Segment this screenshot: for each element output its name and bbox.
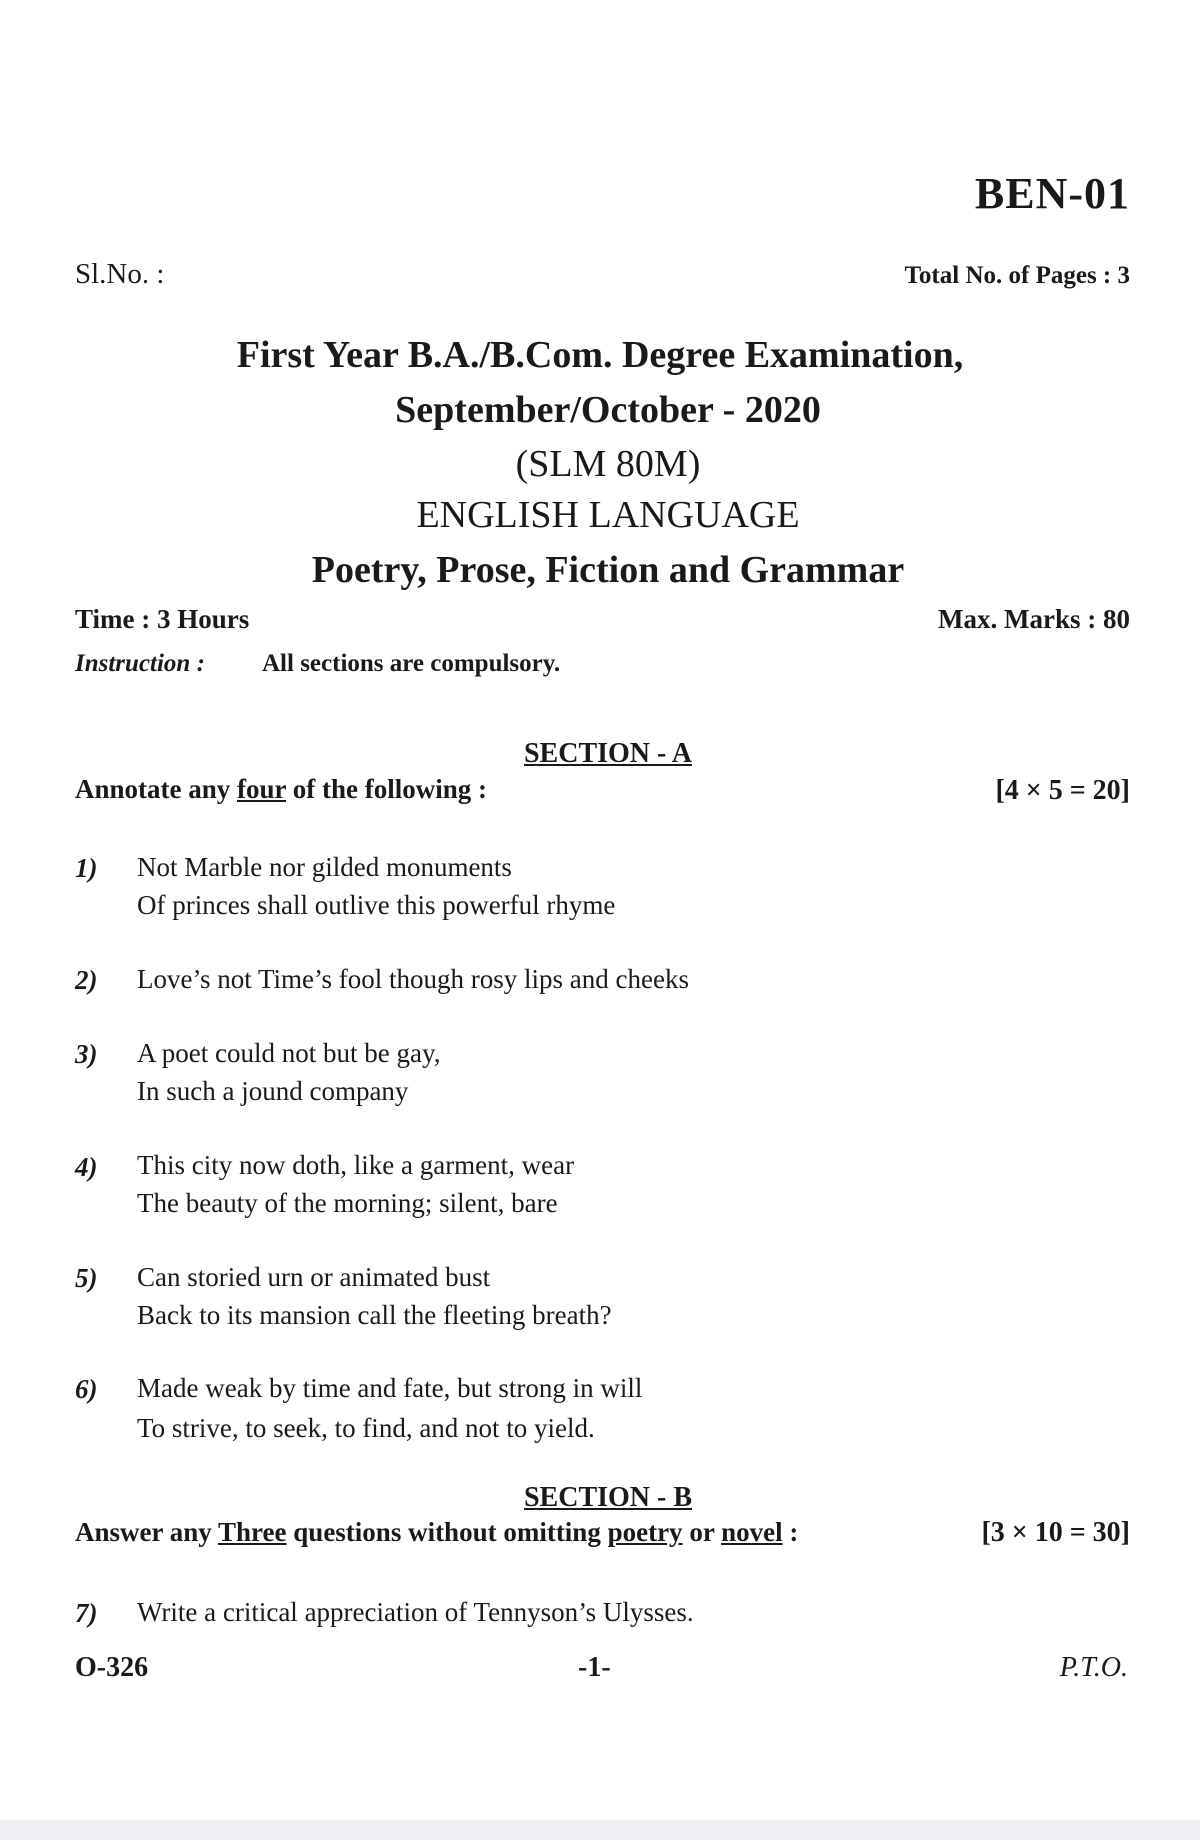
question-line: Of princes shall outlive this powerful rhyme xyxy=(137,890,616,920)
section-b-marks: [3 × 10 = 30] xyxy=(981,1517,1130,1548)
question-line: A poet could not but be gay, xyxy=(137,1038,441,1068)
instruction-label: Instruction : xyxy=(75,650,205,677)
section-a-heading: SECTION - A xyxy=(523,738,693,769)
subject-subtitle: Poetry, Prose, Fiction and Grammar xyxy=(311,549,905,591)
question-line: In such a jound company xyxy=(137,1076,409,1106)
question-line: To strive, to seek, to find, and not to yield. xyxy=(137,1413,595,1443)
footer-code: O-326 xyxy=(75,1652,149,1683)
question-number: 7) xyxy=(75,1598,98,1628)
question-line: Write a critical appreciation of Tennyson’s Ulysses. xyxy=(137,1597,694,1627)
subject-title: ENGLISH LANGUAGE xyxy=(416,494,800,536)
question-number: 4) xyxy=(75,1152,98,1182)
question-line: Made weak by time and fate, but strong in will xyxy=(137,1373,643,1403)
directive-text: Annotate any xyxy=(75,774,238,804)
directive-emphasis: novel xyxy=(721,1517,783,1547)
question-number: 3) xyxy=(75,1039,98,1069)
directive-emphasis: poetry xyxy=(607,1517,683,1547)
directive-text: Answer any xyxy=(75,1517,219,1547)
question-number: 6) xyxy=(75,1374,98,1404)
directive-emphasis: four xyxy=(237,774,287,804)
section-a-directive xyxy=(75,774,487,805)
directive-text: of the following : xyxy=(286,774,488,804)
section-b-directive xyxy=(75,1517,798,1548)
question-number: 1) xyxy=(75,853,98,883)
question-number: 5) xyxy=(75,1263,98,1293)
question-line: Love’s not Time’s fool though rosy lips and cheeks xyxy=(137,964,689,994)
page-number: -1- xyxy=(578,1652,611,1683)
exam-session: September/October - 2020 xyxy=(395,389,821,431)
viewer-bottom-edge xyxy=(0,1820,1200,1840)
paper-code: BEN-01 xyxy=(974,169,1130,218)
time-allowed: Time : 3 Hours xyxy=(75,604,250,634)
instruction-text: All sections are compulsory. xyxy=(262,650,561,677)
question-number: 2) xyxy=(75,965,98,995)
exam-title: First Year B.A./B.Com. Degree Examination, xyxy=(236,334,964,376)
total-pages: Total No. of Pages : 3 xyxy=(904,262,1130,289)
please-turn-over: P.T.O. xyxy=(1059,1652,1128,1683)
question-line: The beauty of the morning; silent, bare xyxy=(137,1188,558,1218)
question-line: Not Marble nor gilded monuments xyxy=(137,852,512,882)
max-marks: Max. Marks : 80 xyxy=(938,604,1130,634)
section-b-heading: SECTION - B xyxy=(523,1482,693,1513)
directive-text: or xyxy=(682,1517,722,1547)
directive-text: questions without omitting xyxy=(286,1517,608,1547)
section-a-marks: [4 × 5 = 20] xyxy=(995,775,1130,806)
exam-scheme: (SLM 80M) xyxy=(515,443,701,485)
directive-text: : xyxy=(782,1517,799,1547)
serial-number-label: Sl.No. : xyxy=(75,258,165,290)
question-line: Back to its mansion call the fleeting breath? xyxy=(137,1300,612,1330)
directive-emphasis: Three xyxy=(218,1517,287,1547)
question-line: This city now doth, like a garment, wear xyxy=(137,1150,575,1180)
question-line: Can storied urn or animated bust xyxy=(137,1262,491,1292)
